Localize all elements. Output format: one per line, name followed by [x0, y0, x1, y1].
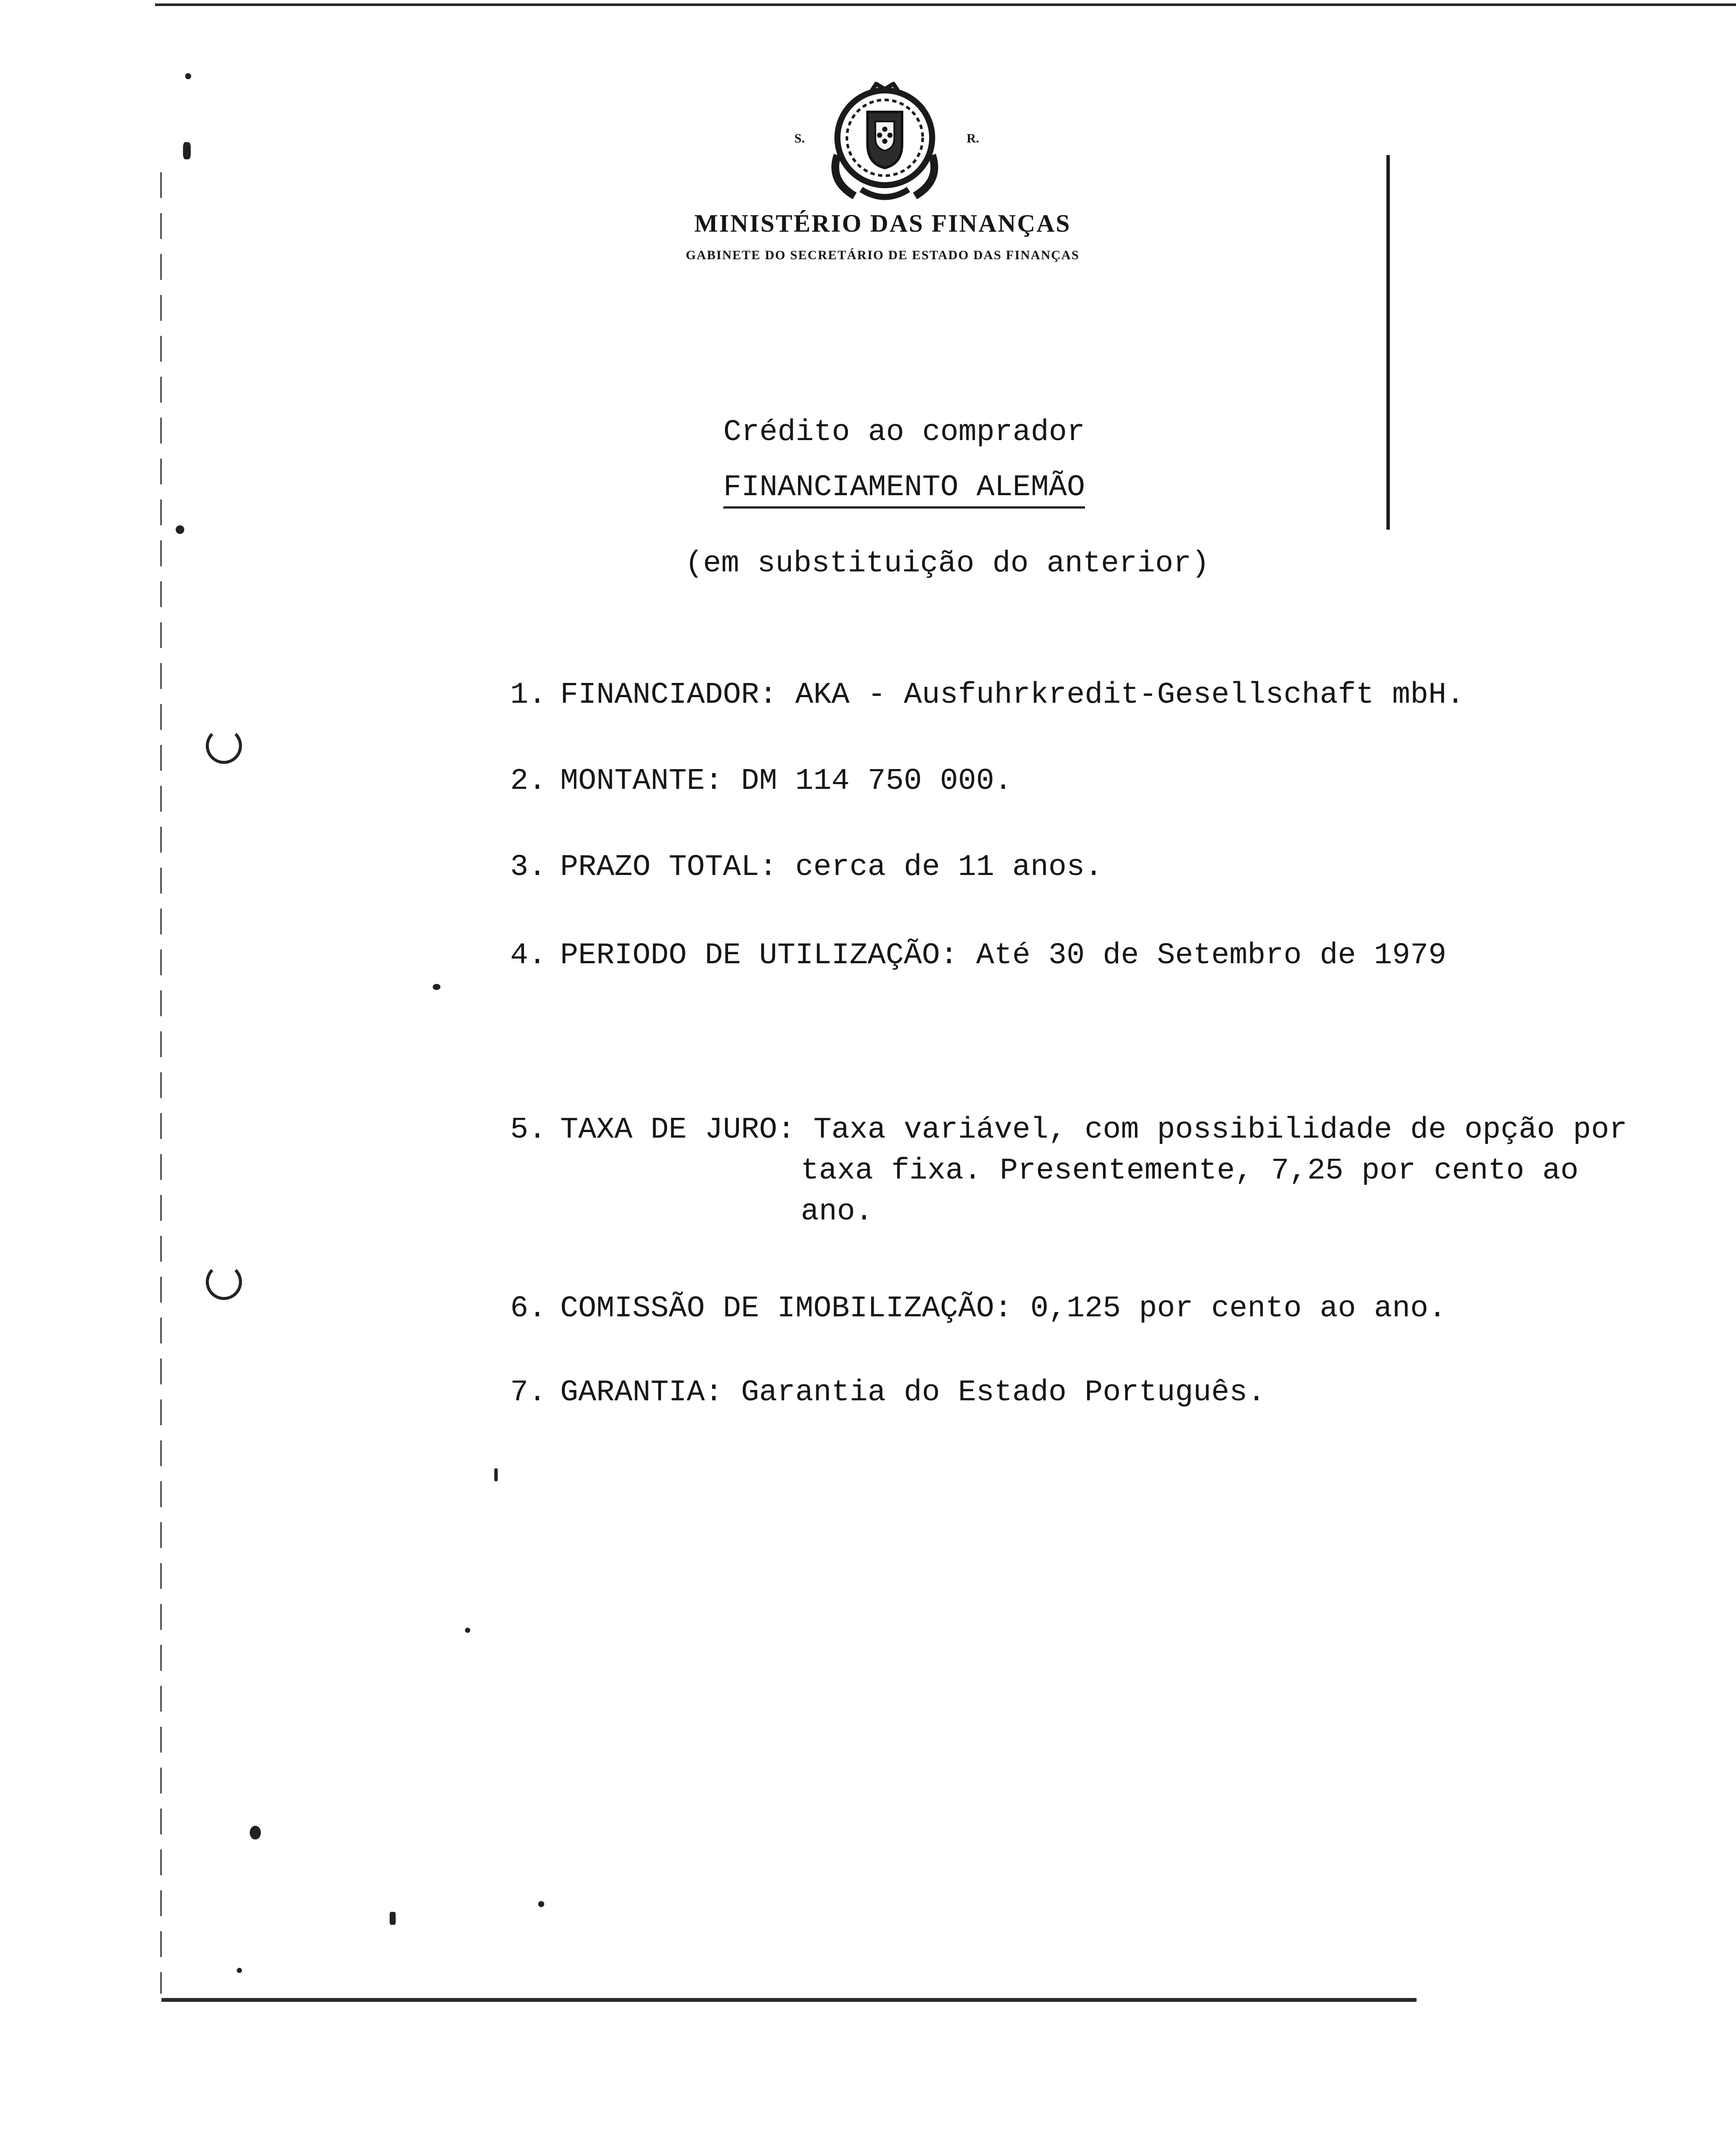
terms-item: [510, 1292, 1446, 1326]
item-number: 1.: [510, 678, 547, 712]
scan-speck: [250, 1826, 261, 1840]
item-number: 2.: [510, 764, 547, 798]
bottom-rule: [161, 1998, 1417, 2002]
cabinet-name: GABINETE DO SECRETÁRIO DE ESTADO DAS FINANÇAS: [685, 248, 1080, 262]
item-number: 6.: [510, 1292, 547, 1326]
item-number: 7.: [510, 1376, 547, 1410]
terms-item: [510, 678, 1464, 712]
terms-item: [510, 939, 1446, 973]
item-number: 4.: [510, 939, 547, 973]
item-continuation: ano.: [801, 1195, 874, 1229]
item-continuation: taxa fixa. Presentemente, 7,25 por cento ao: [801, 1154, 1579, 1188]
item-text: PERIODO DE UTILIZAÇÃO: Até 30 de Setembro de 1979: [560, 939, 1447, 973]
item-text: TAXA DE JURO: Taxa variável, com possibilidade de opção por: [560, 1113, 1628, 1147]
substitution-note: (em substituição do anterior): [685, 547, 1210, 581]
scan-mark: [206, 1264, 242, 1300]
terms-item: [510, 850, 1103, 884]
terms-item: [510, 1113, 1627, 1147]
item-text: MONTANTE: DM 114 750 000.: [560, 764, 1013, 798]
scan-speck: [465, 1628, 470, 1633]
item-text: FINANCIADOR: AKA - Ausfuhrkredit-Gesellschaft mbH.: [560, 678, 1465, 712]
ministry-name: MINISTÉRIO DAS FINANÇAS: [694, 209, 1071, 237]
letterhead-left-mark: S.: [794, 131, 805, 146]
right-margin-mark: [1386, 155, 1390, 530]
item-number: 3.: [510, 850, 547, 884]
scan-mark: [206, 728, 242, 764]
letterhead-right-mark: R.: [967, 131, 980, 146]
scan-speck: [183, 142, 191, 159]
scan-speck: [185, 73, 191, 79]
item-text: COMISSÃO DE IMOBILIZAÇÃO: 0,125 por cento ao ano.: [560, 1292, 1447, 1326]
scan-speck: [237, 1968, 242, 1973]
scan-speck: [433, 984, 440, 990]
document-title: Crédito ao comprador: [723, 416, 1085, 450]
item-text: GARANTIA: Garantia do Estado Português.: [560, 1376, 1266, 1410]
subtitle-text: FINANCIAMENTO ALEMÃO: [723, 471, 1085, 509]
scan-speck: [390, 1912, 396, 1925]
scan-speck: [176, 525, 184, 534]
item-text: PRAZO TOTAL: cerca de 11 anos.: [560, 850, 1103, 884]
left-margin-line: [160, 172, 162, 1994]
scan-speck: [538, 1901, 544, 1907]
coat-of-arms-icon: [820, 82, 949, 207]
item-number: 5.: [510, 1113, 547, 1147]
document-subtitle: [689, 471, 1119, 505]
top-rule: [155, 3, 1736, 6]
terms-item: [510, 764, 1012, 798]
scan-speck: [494, 1468, 498, 1481]
terms-item: [510, 1376, 1265, 1410]
